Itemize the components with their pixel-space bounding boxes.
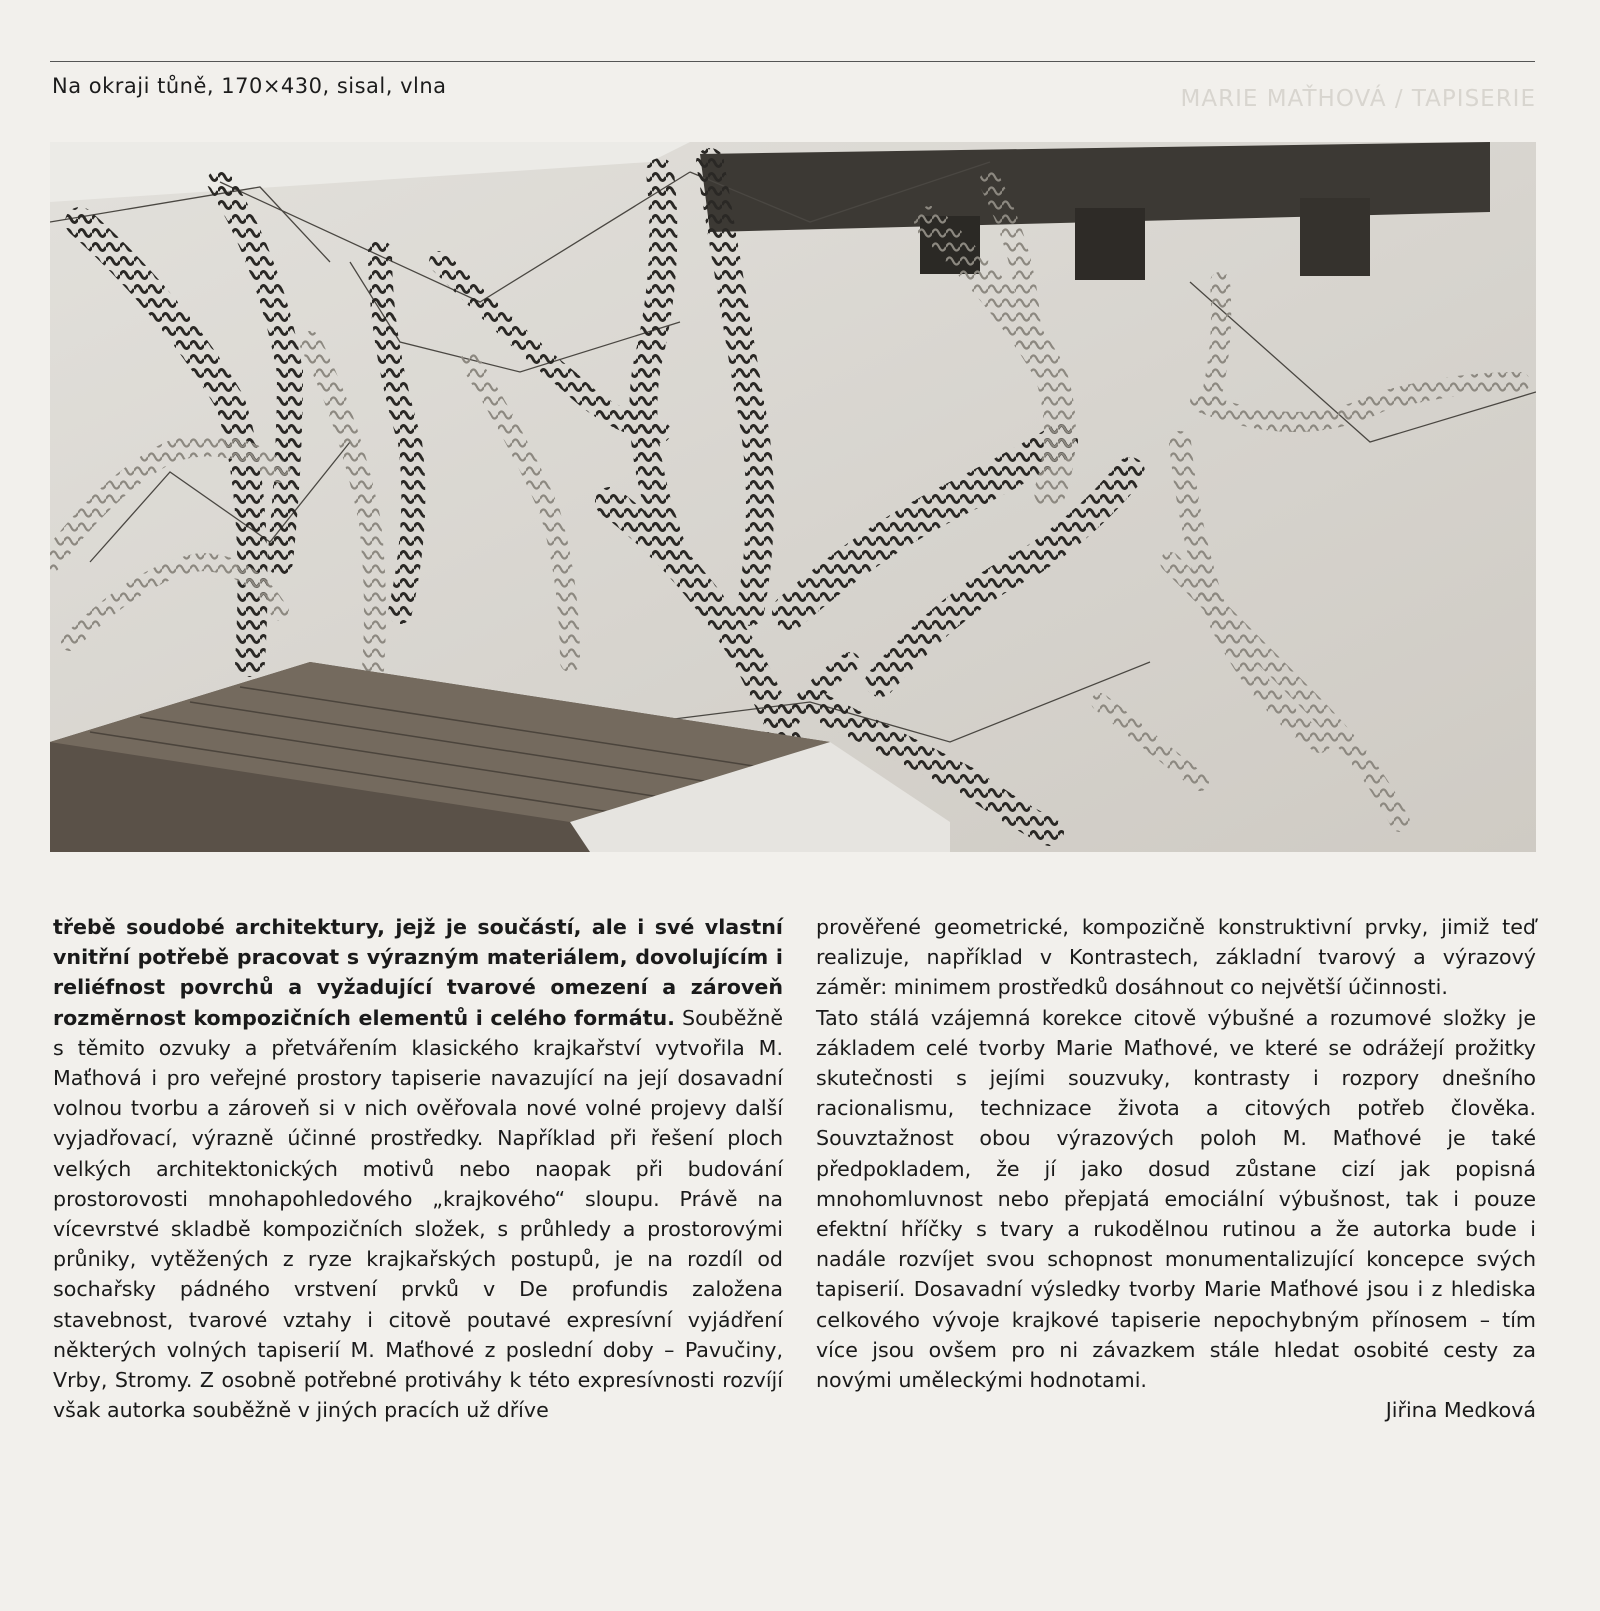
right-paragraph-2: Tato stálá vzájemná korekce citově výbušné a rozumové složky je základem celé tvorby Marie Maťhové, ve které se odrážejí prožitky skutečnosti s jejími souzvuky, kontrasty i rozpory dnešního racionalismu, technizace života a citových potřeb člověka. Souvztažnost obou výrazových poloh M. Maťhové je také předpokladem, že jí jako dosud zůstane cizí jak popisná mnohomluvnost nebo přepjatá emociální výbušnost, tak i pouze efektní hříčky s tvary a rukodělnou rutinou a že autorka bude i nadále rozvíjet svou schopnost monumentalizující koncepce svých tapiserií. Dosavadní výsledky tvorby Marie Maťhové jsou i z hlediska celkového vývoje krajkové tapiserie nepochybným přínosem – tím více jsou ovšem pro ni závazkem stále hledat osobité cesty za novými uměleckými hodnotami. (816, 1005, 1536, 1393)
right-paragraph-1: prověřené geometrické, kompozičně konstruktivní prvky, jimiž teď realizuje, například v Kontrastech, základní tvarový a výrazový záměr: minimem prostředků dosáhnout co největší účinnosti. (816, 915, 1536, 1000)
left-body-text: Souběžně s těmito ozvuky a přetvářením klasického krajkařství vytvořila M. Maťhová i pro veřejné prostory tapiserie navazující na její dosavadní volnou tvorbu a zároveň si v nich ověřovala nové volné projevy další vyjadřovací, výrazně účinné prostředky. Například při řešení ploch velkých architektonických motivů nebo naopak při budování prostorovosti mnohapohledového „krajkového“ sloupu. Právě na vícevrstvé skladbě kompozičních složek, s průhledy a prostorovými průniky, vytěžených z ryze krajkařských postupů, je na rozdíl od sochařsky pádného vrstvení prvků v De profundis založena stavebnost, tvarové vztahy i citově poutavé expresívní vyjádření některých volných tapiserií M. Maťhové z poslední doby – Pavučiny, Vrby, Stromy. Z osobně potřebné protiváhy k této expresívnosti rozvíjí však autorka souběžně v jiných pracích už dříve (53, 1005, 783, 1423)
left-bold-lead: třebě soudobé architektury, jejž je součástí, ale i své vlastní vnitřní potřebě pracovat s výrazným materiálem, dovolujícím i reliéfnost povrchů a vyžadující tvarové omezení a zároveň rozměrnost kompozičních elementů i celého formátu. (53, 915, 783, 1030)
article-column-right (816, 912, 1536, 1425)
running-head-ghost: MARIE MAŤHOVÁ / TAPISERIE (1180, 86, 1536, 112)
tapestry-photo (50, 142, 1536, 852)
photo-caption: Na okraji tůně, 170×430, sisal, vlna (52, 74, 447, 98)
article-column-left (53, 912, 783, 1425)
author-signature: Jiřina Medková (1385, 1398, 1536, 1423)
top-rule (50, 61, 1535, 62)
left-paragraph (53, 912, 783, 1425)
